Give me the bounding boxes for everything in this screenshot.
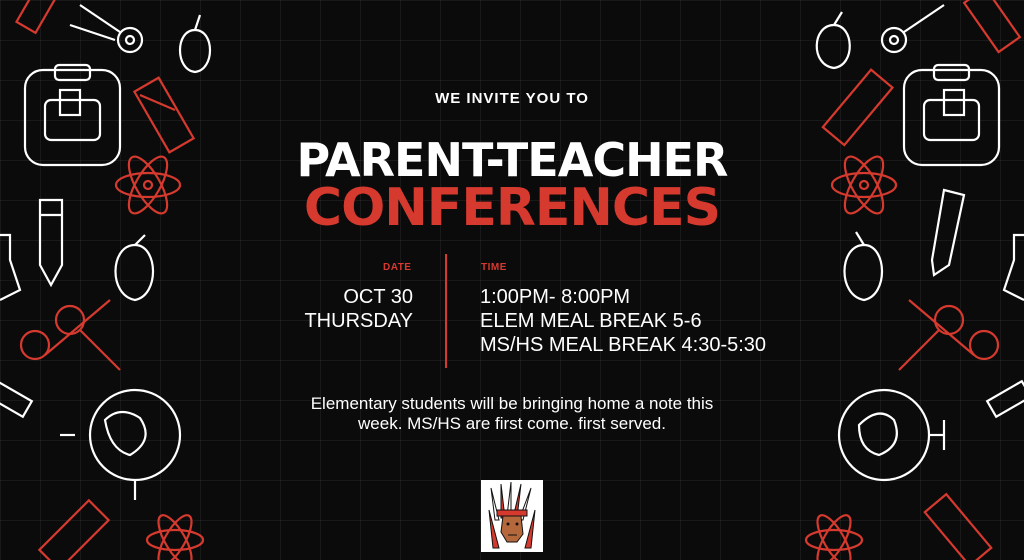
- school-logo: [481, 480, 543, 552]
- crayon-icon: [16, 0, 55, 33]
- note-line-2: week. MS/HS are first come. first served.: [358, 414, 666, 433]
- day-value: THURSDAY: [304, 310, 413, 332]
- atom-icon: [806, 511, 862, 560]
- date-label: DATE: [383, 262, 412, 273]
- note-text: [0, 394, 1024, 434]
- date-block: [304, 285, 413, 333]
- title-line-2: CONFERENCES: [303, 178, 721, 238]
- time-label: TIME: [481, 262, 507, 273]
- crayon-icon: [925, 494, 991, 560]
- ruler-icon: [964, 0, 1020, 52]
- scissors-icon: [70, 5, 142, 52]
- divider: [445, 254, 447, 368]
- invite-text: WE INVITE YOU TO: [435, 90, 589, 107]
- scissors-icon: [882, 5, 944, 52]
- scissors-icon: [21, 300, 120, 370]
- note-line-1: Elementary students will be bringing home a note this: [310, 394, 714, 413]
- right-decoration: [794, 0, 1024, 560]
- elem-meal-break: ELEM MEAL BREAK 5-6: [480, 310, 702, 332]
- time-block: [480, 285, 766, 357]
- mshs-meal-break: MS/HS MEAL BREAK 4:30-5:30: [480, 334, 767, 356]
- time-value: 1:00PM- 8:00PM: [480, 286, 631, 308]
- crayon-icon: [39, 500, 108, 560]
- flask-icon: [0, 235, 20, 300]
- apple-icon: [180, 15, 210, 72]
- title-line-1: PARENT-TEACHER: [296, 133, 728, 187]
- apple-icon: [115, 235, 153, 300]
- date-value: OCT 30: [343, 286, 413, 308]
- left-decoration: [0, 0, 230, 560]
- flask-icon: [1004, 235, 1024, 300]
- atom-icon: [147, 511, 203, 560]
- apple-icon: [817, 12, 850, 68]
- apple-icon: [844, 232, 882, 300]
- scissors-icon: [899, 300, 998, 370]
